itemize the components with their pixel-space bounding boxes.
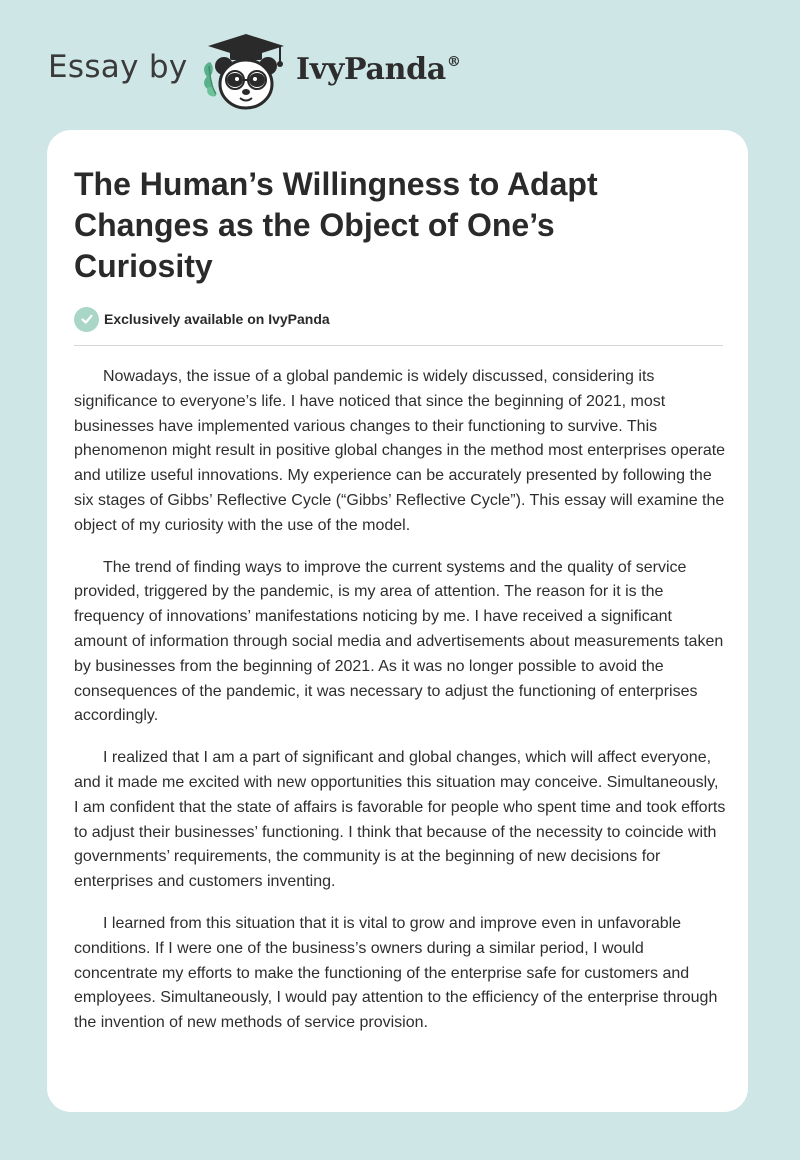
paragraph: I realized that I am a part of significant and global changes, which will affect everyone, and it made me excited with new opportunities this situation may conceive. Simultaneously, I am confident that the state of affairs is favorable for people who spent time and took efforts to adjust their businesses’ functioning. I think that because of the necessity to coincide with governments’ requirements, the community is at the beginning of new decisions for enterprises and customers inventing. [74,749,726,891]
panda-graduate-icon[interactable] [200,32,292,112]
brand-name: IvyPanda [296,52,446,87]
registered-mark: ® [446,54,461,70]
brand-logo-text[interactable] [296,52,461,87]
essay-title: The Human’s Willingness to Adapt Changes as the Object of One’s Curiosity [74,166,598,284]
site-header [0,0,800,130]
paragraph: Nowadays, the issue of a global pandemic is widely discussed, considering its significance to everyone’s life. I have noticed that since the beginning of 2021, most businesses have implemented various changes to their functioning to survive. This phenomenon might result in positive global changes in the method most enterprises operate and utilize useful innovations. My experience can be accurately presented by following the six stages of Gibbs’ Reflective Cycle (“Gibbs’ Reflective Cycle”). This essay will examine the object of my curiosity with the use of the model. [74,368,726,534]
title-divider [74,345,723,346]
essay-body [74,365,726,1053]
ivy-leaf-icon [204,62,216,96]
exclusive-badge [74,306,330,332]
paragraph: The trend of finding ways to improve the current systems and the quality of service provided, triggered by the pandemic, is my area of attention. The reason for it is the frequency of innovations’ manifestations noticing by me. I have received a significant amount of information through social media and advertisements about measurements taken by businesses from the beginning of 2021. As it was no longer possible to avoid the consequences of the pandemic, it was necessary to adjust the functioning of enterprises accordingly. [74,558,724,725]
essay-card [47,130,748,1112]
essay-by-label: Essay by [48,49,188,85]
check-icon [74,307,99,332]
paragraph: I learned from this situation that it is vital to grow and improve even in unfavorable conditions. If I were one of the business’s owners during a similar period, I would concentrate my efforts to make the functioning of the enterprise safe for customers and employees. Simultaneously, I would pay attention to the efficiency of the enterprise through the invention of new methods of service provision. [74,914,718,1032]
exclusive-badge-label: Exclusively available on IvyPanda [104,311,330,327]
